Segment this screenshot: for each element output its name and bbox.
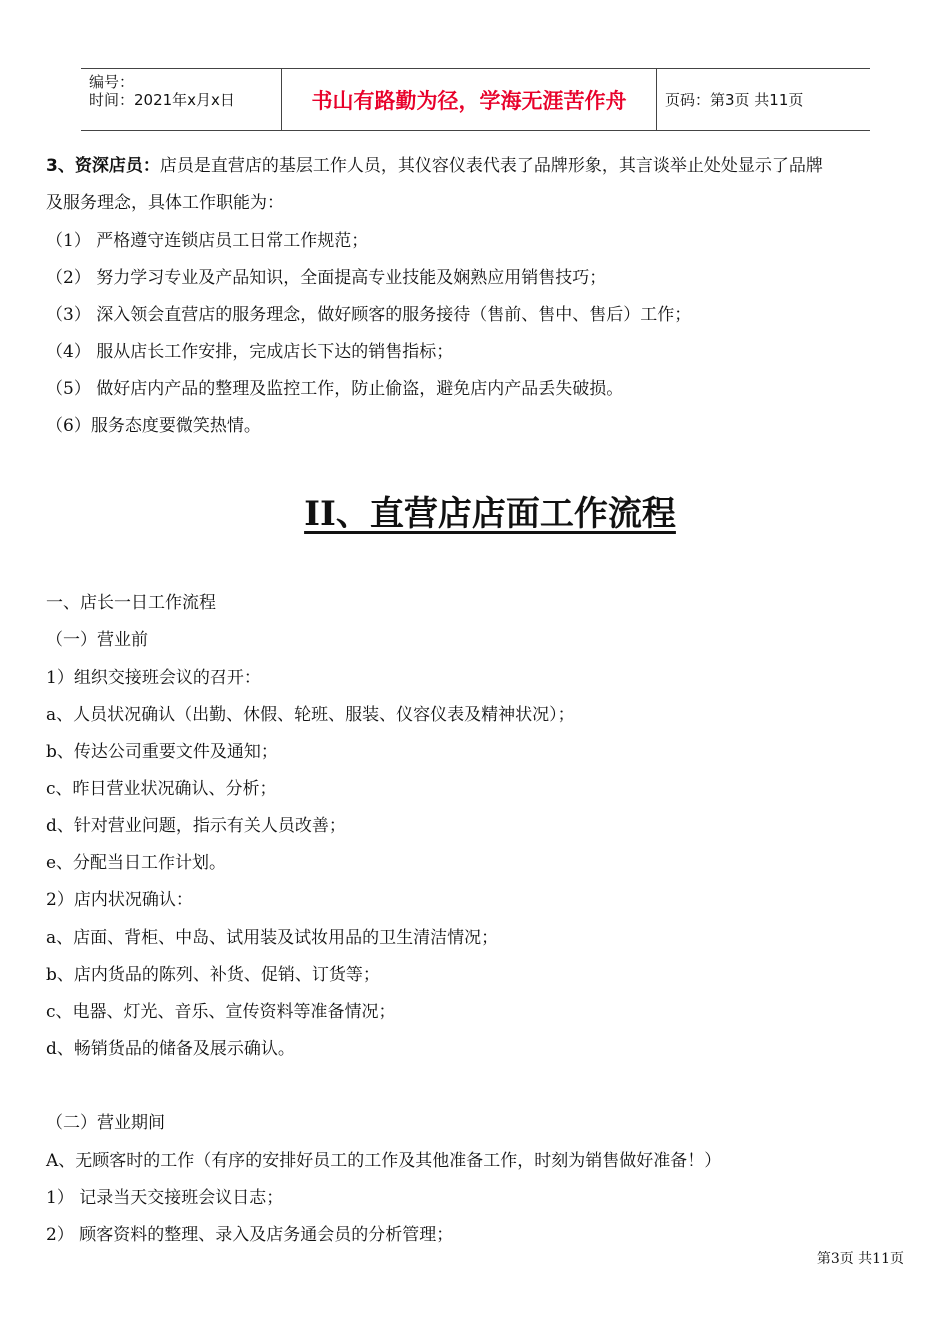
page-footer: 第3页 共11页 <box>816 1251 904 1267</box>
header-meta <box>81 69 281 130</box>
list-item: （5） 做好店内产品的整理及监控工作，防止偷盗，避免店内产品丢失破损。 <box>46 379 624 399</box>
body-line: （二）营业期间 <box>46 1113 165 1133</box>
list-item: （3） 深入领会直营店的服务理念，做好顾客的服务接待（售前、售中、售后）工作； <box>46 305 692 325</box>
body-line: 1）组织交接班会议的召开： <box>46 668 261 688</box>
list-item: （6）服务态度要微笑热情。 <box>46 416 261 436</box>
body-line: c、电器、灯光、音乐、宣传资料等准备情况； <box>46 1002 396 1022</box>
body-line: a、店面、背柜、中岛、试用装及试妆用品的卫生清洁情况； <box>46 928 499 948</box>
doc-time-label: 时间：2021年x月x日 <box>89 91 235 109</box>
page-header <box>81 68 870 131</box>
section-title <box>0 486 950 535</box>
header-motto-cell <box>281 69 657 130</box>
body-line: 2） 顾客资料的整理、录入及店务通会员的分析管理； <box>46 1225 454 1245</box>
section3-lead-text: 店员是直营店的基层工作人员，其仪容仪表代表了品牌形象，其言谈举止处处显示了品牌 <box>159 156 823 176</box>
header-page-cell <box>656 69 870 130</box>
header-page-number: 页码：第3页 共11页 <box>665 91 804 109</box>
body-line: e、分配当日工作计划。 <box>46 853 227 873</box>
section3-lead <box>46 155 823 177</box>
section3-heading: 3、资深店员： <box>46 156 160 176</box>
body-line: 2）店内状况确认： <box>46 890 193 910</box>
body-line: A、无顾客时的工作（有序的安排好员工的工作及其他准备工作，时刻为销售做好准备！） <box>46 1151 722 1171</box>
body-line: d、针对营业问题，指示有关人员改善； <box>46 816 346 836</box>
body-line: c、昨日营业状况确认、分析； <box>46 779 277 799</box>
body-line: b、店内货品的陈列、补货、促销、订货等； <box>46 965 380 985</box>
section-title-text: II、直营店店面工作流程 <box>304 494 676 534</box>
body-line: d、畅销货品的储备及展示确认。 <box>46 1039 295 1059</box>
section3-lead-cont: 及服务理念，具体工作职能为： <box>46 193 284 213</box>
header-motto: 书山有路勤为径，学海无涯苦作舟 <box>311 88 627 113</box>
body-line: a、人员状况确认（出勤、休假、轮班、服装、仪容仪表及精神状况）； <box>46 705 575 725</box>
body-line: b、传达公司重要文件及通知； <box>46 742 278 762</box>
body-line: （一）营业前 <box>46 630 148 650</box>
body-line: 1） 记录当天交接班会议日志； <box>46 1188 284 1208</box>
list-item: （4） 服从店长工作安排，完成店长下达的销售指标； <box>46 342 454 362</box>
list-item: （2） 努力学习专业及产品知识，全面提高专业技能及娴熟应用销售技巧； <box>46 268 607 288</box>
list-item: （1） 严格遵守连锁店员工日常工作规范； <box>46 231 369 251</box>
doc-number-label: 编号： <box>89 73 135 91</box>
body-line: 一、店长一日工作流程 <box>46 593 216 613</box>
